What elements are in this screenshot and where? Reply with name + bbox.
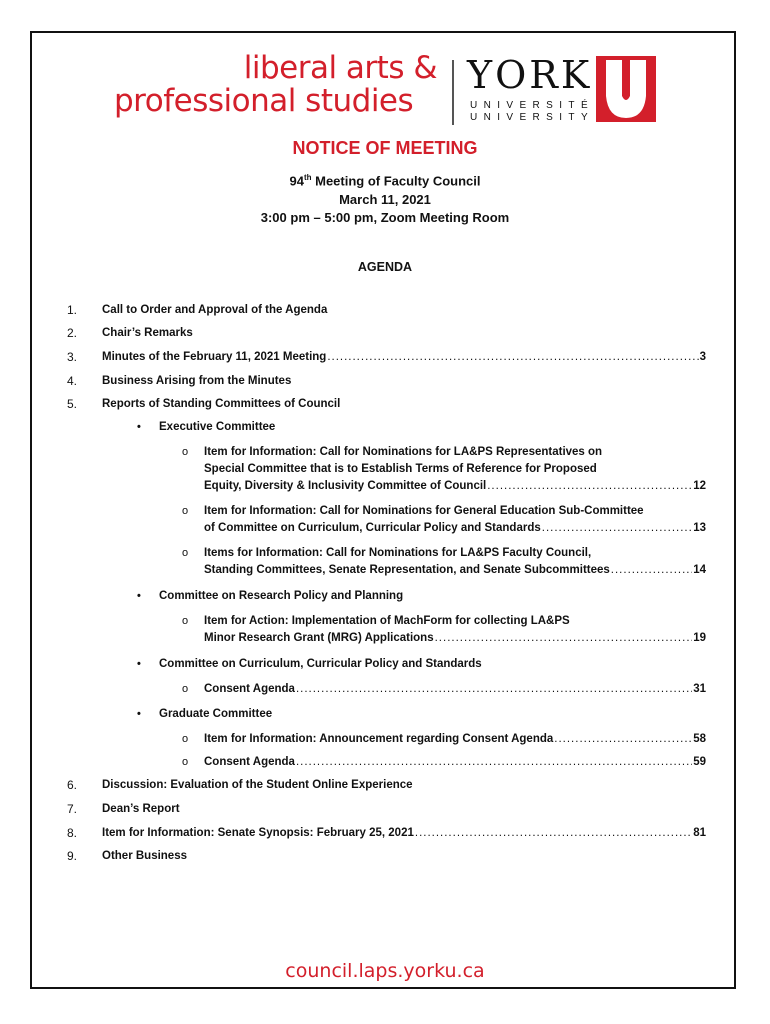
item-number: 9.: [67, 849, 78, 863]
circle-marker: o: [182, 505, 189, 517]
sub-item-line: of Committee on Curriculum, Curricular Policy and Standards: [204, 522, 541, 534]
sub-item-line: Equity, Diversity & Inclusivity Committee of Council: [204, 480, 487, 492]
leader-dots: [296, 681, 692, 698]
meeting-name-rest: Meeting of Faculty Council: [311, 173, 481, 189]
york-universite: UNIVERSITÉ: [470, 100, 595, 111]
notice-title: NOTICE OF MEETING: [292, 138, 478, 158]
sub-item-line: Special Committee that is to Establish Terms of Reference for Proposed: [204, 463, 597, 475]
item-number: 2.: [67, 326, 78, 340]
leader-dots: [415, 825, 692, 842]
page-number: 19: [693, 632, 706, 644]
sub-item-line: Consent Agenda: [204, 756, 295, 768]
page-number: 31: [693, 683, 706, 695]
item-number: 3.: [67, 350, 78, 364]
leader-dots: [296, 754, 692, 771]
item-number: 4.: [67, 374, 78, 388]
item-text: Other Business: [102, 850, 187, 862]
sub-item-line: Item for Information: Call for Nominations for LA&PS Representatives on: [204, 446, 603, 458]
item-number: 5.: [67, 397, 78, 411]
page-number: 81: [693, 827, 706, 839]
item-text: Reports of Standing Committees of Council: [102, 398, 341, 410]
item-text: Discussion: Evaluation of the Student Online Experience: [102, 779, 413, 791]
page-number: 3: [699, 351, 706, 363]
york-university: UNIVERSITY: [470, 112, 595, 123]
circle-marker: o: [182, 756, 189, 768]
sub-item-line: Minor Research Grant (MRG) Applications: [204, 632, 434, 644]
sub-item-line: Consent Agenda: [204, 683, 295, 695]
logo-line-2: professional studies: [114, 83, 414, 119]
committee-name: Committee on Curriculum, Curricular Policy and Standards: [159, 658, 482, 670]
item-text: Chair’s Remarks: [102, 327, 193, 339]
item-number: 6.: [67, 778, 78, 792]
sub-item-line: Items for Information: Call for Nominations for LA&PS Faculty Council,: [204, 547, 592, 559]
sub-item-line: Standing Committees, Senate Representation, and Senate Subcommittees: [204, 564, 610, 576]
leader-dots: [487, 478, 692, 495]
york-wordmark: YORK: [467, 53, 593, 97]
logo-line-1: liberal arts &: [243, 50, 437, 86]
page-number: 13: [693, 522, 706, 534]
page-number: 59: [693, 756, 706, 768]
meeting-time-place: 3:00 pm – 5:00 pm, Zoom Meeting Room: [260, 210, 510, 225]
circle-marker: o: [182, 683, 189, 695]
circle-marker: o: [182, 615, 189, 627]
meeting-name: [0, 173, 770, 188]
meeting-number: 94: [289, 173, 304, 189]
footer-url: council.laps.yorku.ca: [285, 960, 485, 982]
item-number: 7.: [67, 802, 78, 816]
york-u-logo: [596, 56, 656, 122]
leader-dots: [327, 349, 698, 366]
bullet-marker: •: [137, 590, 141, 602]
committee-name: Executive Committee: [159, 421, 276, 433]
item-text: Dean’s Report: [102, 803, 180, 815]
leader-dots: [611, 562, 692, 579]
meeting-number-suffix: th: [303, 173, 312, 182]
item-number: 8.: [67, 826, 78, 840]
meeting-date: March 11, 2021: [339, 192, 431, 207]
sub-item-line: Item for Information: Announcement regarding Consent Agenda: [204, 733, 554, 745]
page-number: 12: [693, 480, 706, 492]
circle-marker: o: [182, 733, 189, 745]
bullet-marker: •: [137, 658, 141, 670]
leader-dots: [554, 731, 692, 748]
item-text: Business Arising from the Minutes: [102, 375, 292, 387]
agenda-heading: AGENDA: [357, 260, 413, 274]
item-text: Minutes of the February 11, 2021 Meeting: [102, 351, 327, 363]
leader-dots: [435, 630, 693, 647]
leader-dots: [542, 520, 692, 537]
circle-marker: o: [182, 547, 189, 559]
bullet-marker: •: [137, 708, 141, 720]
item-text: Item for Information: Senate Synopsis: February 25, 2021: [102, 827, 414, 839]
page-number: 58: [693, 733, 706, 745]
item-number: 1.: [67, 303, 78, 317]
sub-item-line: Item for Action: Implementation of MachForm for collecting LA&PS: [204, 615, 570, 627]
circle-marker: o: [182, 446, 189, 458]
bullet-marker: •: [137, 421, 141, 433]
item-text: Call to Order and Approval of the Agenda: [102, 304, 328, 316]
committee-name: Committee on Research Policy and Planning: [159, 590, 404, 602]
sub-item-line: Item for Information: Call for Nominations for General Education Sub-Committee: [204, 505, 644, 517]
committee-name: Graduate Committee: [159, 708, 273, 720]
logo-divider: [452, 60, 454, 125]
page-number: 14: [693, 564, 706, 576]
laps-logo: [114, 52, 439, 118]
